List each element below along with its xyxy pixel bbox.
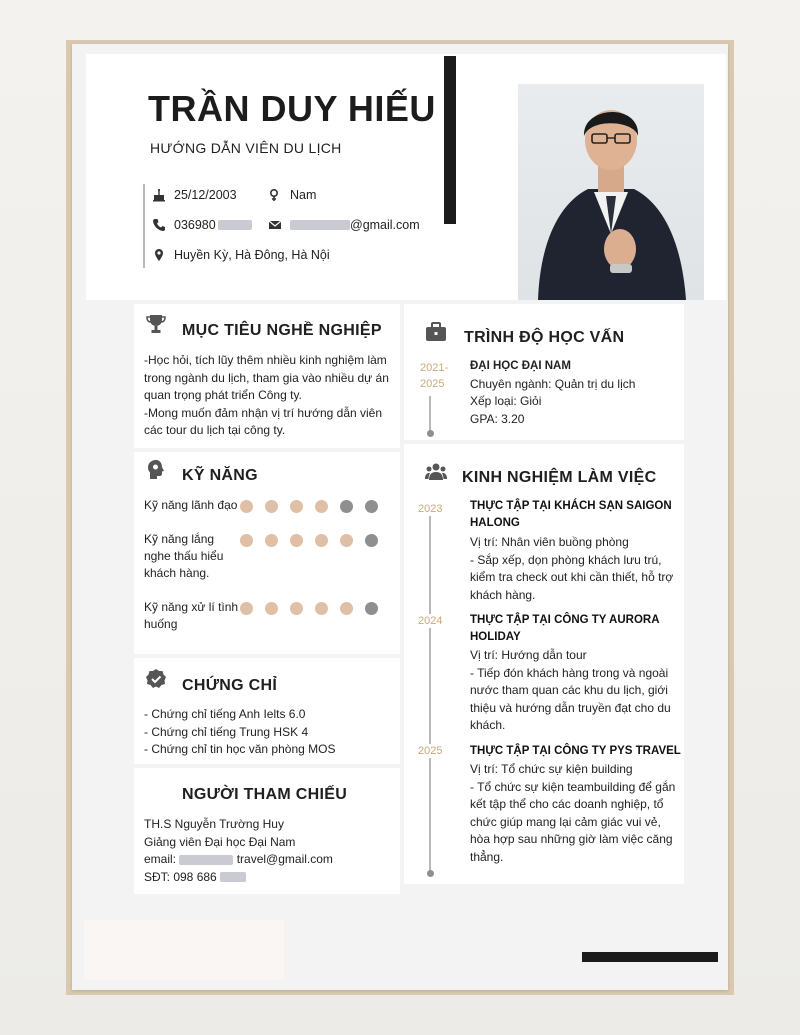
certificates-title: CHỨNG CHỈ — [182, 677, 278, 694]
job-title — [470, 743, 684, 760]
reference-phone — [144, 869, 394, 887]
job-title-line: THỰC TẬP TẠI CÔNG TY PYS TRAVEL — [470, 745, 681, 757]
skill-dot-filled — [265, 534, 278, 547]
skill-dot-filled — [290, 500, 303, 513]
job-desc-line: nước tham quan các khu du lịch, giới — [470, 683, 668, 697]
job-role: Vị trí: Tổ chức sự kiện building — [470, 762, 633, 776]
job-desc-line: thiệu và hướng dẫn truyền đạt cho du — [470, 700, 671, 715]
reference-phone-redacted — [220, 872, 246, 882]
person-silhouette-icon — [518, 84, 704, 300]
skill-label: Kỹ năng xử lí tình huống — [144, 600, 239, 631]
skill-dot-empty — [365, 500, 378, 513]
experience-title: KINH NGHIỆM LÀM VIỆC — [462, 469, 657, 486]
skill-dot-filled — [315, 602, 328, 615]
certificates-list — [144, 706, 394, 759]
skill-dot-filled — [240, 534, 253, 547]
skill-dot-filled — [265, 602, 278, 615]
job-year: 2023 — [418, 503, 443, 515]
reference-email-redacted — [179, 855, 233, 865]
certificate-item: - Chứng chỉ tiếng Anh Ielts 6.0 — [144, 707, 306, 721]
skill-dot-filled — [340, 534, 353, 547]
birthday-row — [152, 188, 237, 202]
skill-dot-filled — [240, 602, 253, 615]
job-title-line: THỰC TẬP TẠI CÔNG TY AURORA — [470, 614, 660, 626]
job-details — [470, 761, 680, 866]
job-desc-line: khách hàng. — [470, 587, 536, 602]
briefcase-icon — [424, 320, 448, 344]
address-text: Huyền Kỳ, Hà Đông, Hà Nội — [174, 248, 330, 262]
certificate-icon — [144, 668, 168, 692]
job-desc-line: hòa hợp sau những giờ làm việc căng — [470, 832, 673, 846]
education-year-end: 2025 — [420, 378, 445, 390]
info-divider-line — [143, 184, 145, 268]
job-desc-line: - Tổ chức sự kiện teambuilding để gắn — [470, 779, 676, 794]
education-details — [470, 358, 680, 428]
education-title: TRÌNH ĐỘ HỌC VẤN — [464, 329, 625, 346]
cake-icon — [152, 188, 166, 202]
job-desc-line: - Sắp xếp, dọn phòng khách lưu trú, — [470, 552, 662, 567]
certificate-item: - Chứng chỉ tin học văn phòng MOS — [144, 742, 336, 756]
job-desc-line: chức giúp mang lại cảm giác vui vẻ, — [470, 814, 661, 829]
reference-position: Giảng viên Đại học Đại Nam — [144, 834, 296, 849]
mail-icon — [268, 218, 282, 232]
gender-icon — [268, 188, 282, 202]
experience-timeline-line — [429, 516, 431, 872]
objective-text — [144, 352, 394, 440]
skill-dot-filled — [265, 500, 278, 513]
skill-dot-filled — [315, 500, 328, 513]
job-title-line: HOLIDAY — [470, 631, 521, 643]
education-year-start: 2021- — [420, 362, 449, 374]
email-redacted — [290, 220, 350, 230]
reference-email-suffix: travel@gmail.com — [236, 852, 333, 866]
header-accent-bar — [444, 56, 456, 224]
job-year: 2025 — [418, 745, 443, 757]
job-details — [470, 534, 680, 604]
skill-dot-filled — [340, 602, 353, 615]
email-row — [268, 218, 420, 232]
objective-line: -Mong muốn đảm nhận vị trí hướng dẫn viên — [144, 405, 383, 420]
job-year: 2024 — [418, 615, 443, 627]
reference-email-label: email: — [144, 852, 177, 866]
trophy-icon — [144, 312, 168, 336]
skill-rating — [240, 500, 378, 513]
profile-photo — [518, 84, 704, 300]
objective-line: các tour du lịch tại công ty. — [144, 423, 286, 437]
candidate-name: TRẦN DUY HIẾU — [148, 88, 436, 129]
certificate-item: - Chứng chỉ tiếng Trung HSK 4 — [144, 724, 309, 739]
phone-text: 036980 — [174, 218, 216, 232]
team-icon — [424, 460, 448, 484]
objective-line: quan trọng phát triển Công ty. — [144, 388, 302, 402]
job-role: Vị trí: Hướng dẫn tour — [470, 648, 587, 662]
birthday-text: 25/12/2003 — [174, 188, 237, 202]
footer-faded-block — [84, 920, 284, 980]
education-timeline-line — [429, 396, 431, 432]
objective-line: trong ngành du lịch, tham gia vào nhiều dự án — [144, 370, 389, 385]
reference-title: NGƯỜI THAM CHIẾU — [182, 786, 348, 803]
skill-dot-empty — [365, 602, 378, 615]
school-name: ĐẠI HỌC ĐẠI NAM — [470, 360, 571, 372]
job-desc-line: thẳng. — [470, 849, 504, 864]
footer-accent-bar — [582, 952, 718, 962]
job-title-line: HALONG — [470, 517, 520, 529]
education-gpa: GPA: 3.20 — [470, 411, 525, 426]
reference-email — [144, 851, 394, 869]
skill-dot-filled — [240, 500, 253, 513]
location-icon — [152, 248, 166, 262]
reference-name: TH.S Nguyễn Trường Huy — [144, 817, 284, 831]
education-rank: Xếp loại: Giỏi — [470, 394, 542, 408]
gender-row — [268, 188, 316, 202]
objective-line: -Học hỏi, tích lũy thêm nhiều kinh nghiệm làm — [144, 353, 387, 367]
job-desc-line: kết tập thể cho các doanh nghiệp, tổ — [470, 797, 664, 811]
email-text: @gmail.com — [350, 218, 420, 232]
job-title — [470, 498, 680, 532]
job-desc-line: - Tiếp đón khách hàng trong và ngoài — [470, 665, 669, 680]
skill-label: Kỹ năng lắng nghe thấu hiểu khách hàng. — [144, 532, 224, 580]
gender-text: Nam — [290, 188, 317, 202]
reference-details — [144, 816, 394, 886]
reference-phone-text: SĐT: 098 686 — [144, 869, 217, 884]
objective-title: MỤC TIÊU NGHỀ NGHIỆP — [182, 322, 382, 339]
phone-icon — [152, 218, 166, 232]
skill-dot-filled — [315, 534, 328, 547]
experience-timeline-dot — [427, 870, 434, 877]
skill-rating — [240, 534, 378, 547]
address-row — [152, 248, 330, 262]
skill-head-icon — [144, 458, 168, 482]
phone-row — [152, 218, 252, 232]
skill-rating — [240, 602, 378, 615]
job-desc-line: kiểm tra check out khi cần thiết, hỗ trợ — [470, 570, 674, 584]
skill-dot-empty — [340, 500, 353, 513]
skill-label: Kỹ năng lãnh đạo — [144, 498, 238, 512]
job-title-line: THỰC TẬP TẠI KHÁCH SẠN SAIGON — [470, 500, 672, 512]
candidate-title: HƯỚNG DẪN VIÊN DU LỊCH — [150, 140, 342, 156]
job-desc-line: khách. — [470, 718, 506, 732]
skill-dot-filled — [290, 602, 303, 615]
phone-redacted — [218, 220, 252, 230]
job-title — [470, 612, 680, 646]
skill-dot-empty — [365, 534, 378, 547]
skill-dot-filled — [290, 534, 303, 547]
skills-title: KỸ NĂNG — [182, 467, 258, 484]
job-role: Vị trí: Nhân viên buồng phòng — [470, 535, 629, 549]
job-details — [470, 647, 680, 735]
education-timeline-dot — [427, 430, 434, 437]
education-major: Chuyên ngành: Quản trị du lịch — [470, 376, 636, 391]
